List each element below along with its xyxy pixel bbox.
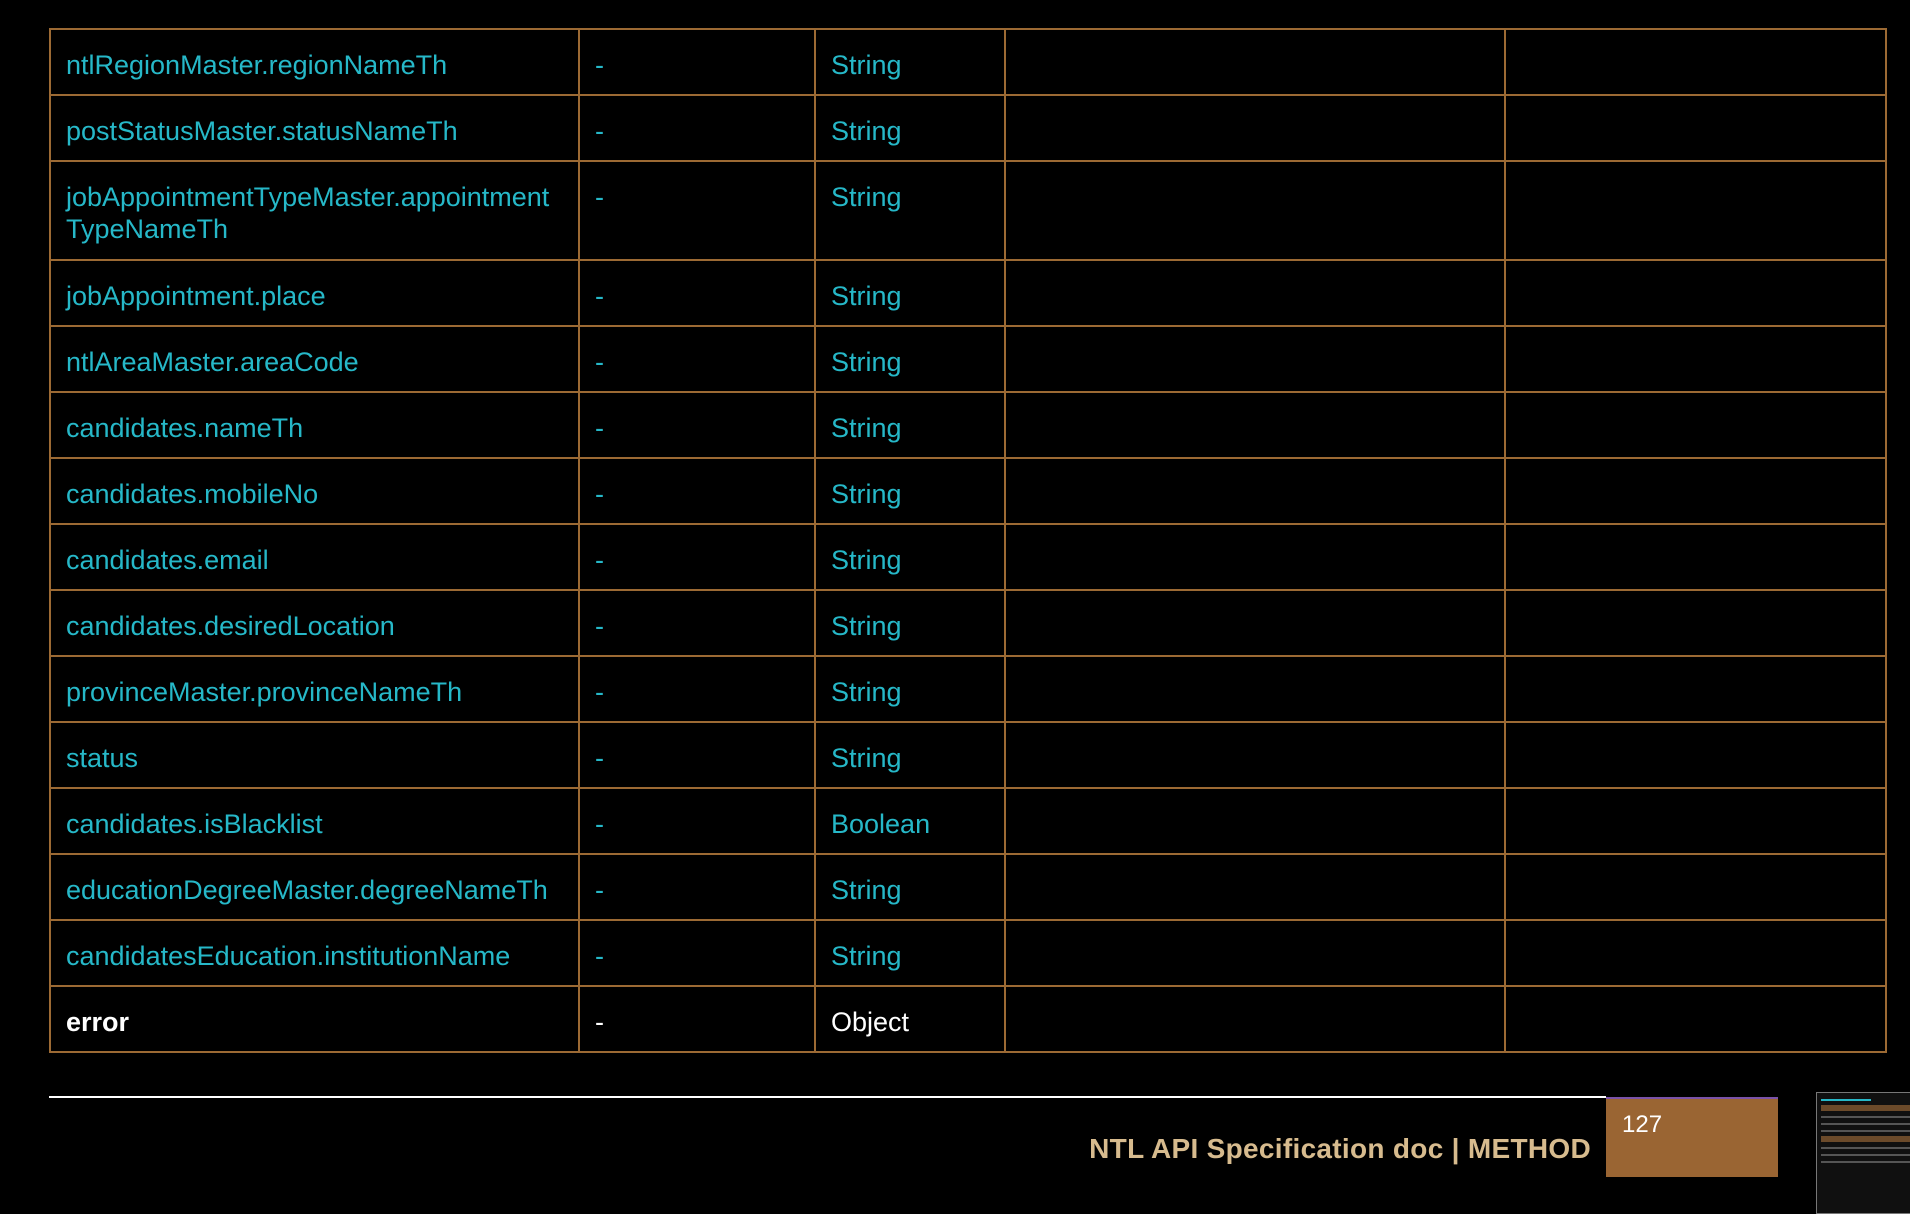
example-cell [1505, 95, 1886, 161]
type-cell: String [815, 920, 1005, 986]
type-cell: String [815, 161, 1005, 260]
thumbnail-row-line [1821, 1123, 1910, 1125]
required-cell: - [579, 326, 815, 392]
page-number-box [1606, 1097, 1778, 1177]
required-cell: - [579, 590, 815, 656]
field-name-cell: postStatusMaster.statusNameTh [50, 95, 579, 161]
description-cell [1005, 161, 1505, 260]
type-cell: String [815, 95, 1005, 161]
footer-divider [49, 1096, 1606, 1098]
description-cell [1005, 854, 1505, 920]
required-cell: - [579, 524, 815, 590]
description-cell [1005, 95, 1505, 161]
table-row [50, 458, 1886, 524]
field-name-cell: error [50, 986, 579, 1052]
required-cell: - [579, 986, 815, 1052]
description-cell [1005, 656, 1505, 722]
thumbnail-row-line [1821, 1154, 1910, 1156]
table-row [50, 854, 1886, 920]
type-cell: String [815, 392, 1005, 458]
description-cell [1005, 920, 1505, 986]
description-cell [1005, 458, 1505, 524]
required-cell: - [579, 392, 815, 458]
type-cell: String [815, 458, 1005, 524]
field-name-cell: jobAppointment.place [50, 260, 579, 326]
description-cell [1005, 590, 1505, 656]
thumbnail-row-line [1821, 1161, 1910, 1163]
description-cell [1005, 524, 1505, 590]
thumbnail-header-bar [1821, 1105, 1910, 1111]
required-cell: - [579, 920, 815, 986]
type-cell: String [815, 29, 1005, 95]
type-cell: String [815, 590, 1005, 656]
required-cell: - [579, 854, 815, 920]
table-row [50, 29, 1886, 95]
table-row [50, 920, 1886, 986]
example-cell [1505, 260, 1886, 326]
table-row [50, 524, 1886, 590]
example-cell [1505, 326, 1886, 392]
example-cell [1505, 458, 1886, 524]
type-cell: String [815, 854, 1005, 920]
thumbnail-header-bar [1821, 1136, 1910, 1142]
table-row [50, 590, 1886, 656]
example-cell [1505, 29, 1886, 95]
table-row [50, 986, 1886, 1052]
type-cell: String [815, 260, 1005, 326]
table-row [50, 788, 1886, 854]
type-cell: Boolean [815, 788, 1005, 854]
description-cell [1005, 29, 1505, 95]
table-row [50, 95, 1886, 161]
description-cell [1005, 326, 1505, 392]
example-cell [1505, 392, 1886, 458]
field-name-cell: candidatesEducation.institutionName [50, 920, 579, 986]
field-name-cell: provinceMaster.provinceNameTh [50, 656, 579, 722]
type-cell: String [815, 656, 1005, 722]
field-name-cell: status [50, 722, 579, 788]
field-name-cell: jobAppointmentTypeMaster.appointmentTypeNameTh [50, 161, 579, 260]
description-cell [1005, 788, 1505, 854]
example-cell [1505, 722, 1886, 788]
required-cell: - [579, 161, 815, 260]
required-cell: - [579, 788, 815, 854]
field-name-cell: candidates.mobileNo [50, 458, 579, 524]
required-cell: - [579, 458, 815, 524]
field-name-cell: candidates.email [50, 524, 579, 590]
description-cell [1005, 392, 1505, 458]
thumbnail-row-line [1821, 1116, 1910, 1118]
slide-thumbnail[interactable] [1816, 1092, 1910, 1214]
footer-title: NTL API Specification doc | METHOD [1089, 1133, 1591, 1164]
example-cell [1505, 788, 1886, 854]
type-cell: Object [815, 986, 1005, 1052]
description-cell [1005, 722, 1505, 788]
example-cell [1505, 920, 1886, 986]
example-cell [1505, 161, 1886, 260]
table-row [50, 392, 1886, 458]
field-name-cell: candidates.nameTh [50, 392, 579, 458]
required-cell: - [579, 95, 815, 161]
field-name-cell: candidates.isBlacklist [50, 788, 579, 854]
description-cell [1005, 260, 1505, 326]
example-cell [1505, 656, 1886, 722]
spec-table [49, 28, 1887, 1053]
table-row [50, 326, 1886, 392]
thumbnail-row-line [1821, 1147, 1910, 1149]
required-cell: - [579, 260, 815, 326]
field-name-cell: ntlAreaMaster.areaCode [50, 326, 579, 392]
type-cell: String [815, 524, 1005, 590]
table-row [50, 656, 1886, 722]
page-number: 127 [1622, 1111, 1663, 1138]
table-row [50, 260, 1886, 326]
required-cell: - [579, 29, 815, 95]
example-cell [1505, 590, 1886, 656]
required-cell: - [579, 656, 815, 722]
required-cell: - [579, 722, 815, 788]
table-row [50, 722, 1886, 788]
type-cell: String [815, 722, 1005, 788]
table-row [50, 161, 1886, 260]
field-name-cell: ntlRegionMaster.regionNameTh [50, 29, 579, 95]
field-name-cell: educationDegreeMaster.degreeNameTh [50, 854, 579, 920]
example-cell [1505, 854, 1886, 920]
type-cell: String [815, 326, 1005, 392]
description-cell [1005, 986, 1505, 1052]
example-cell [1505, 524, 1886, 590]
thumbnail-heading-line [1821, 1099, 1871, 1101]
field-name-cell: candidates.desiredLocation [50, 590, 579, 656]
thumbnail-row-line [1821, 1130, 1910, 1132]
example-cell [1505, 986, 1886, 1052]
